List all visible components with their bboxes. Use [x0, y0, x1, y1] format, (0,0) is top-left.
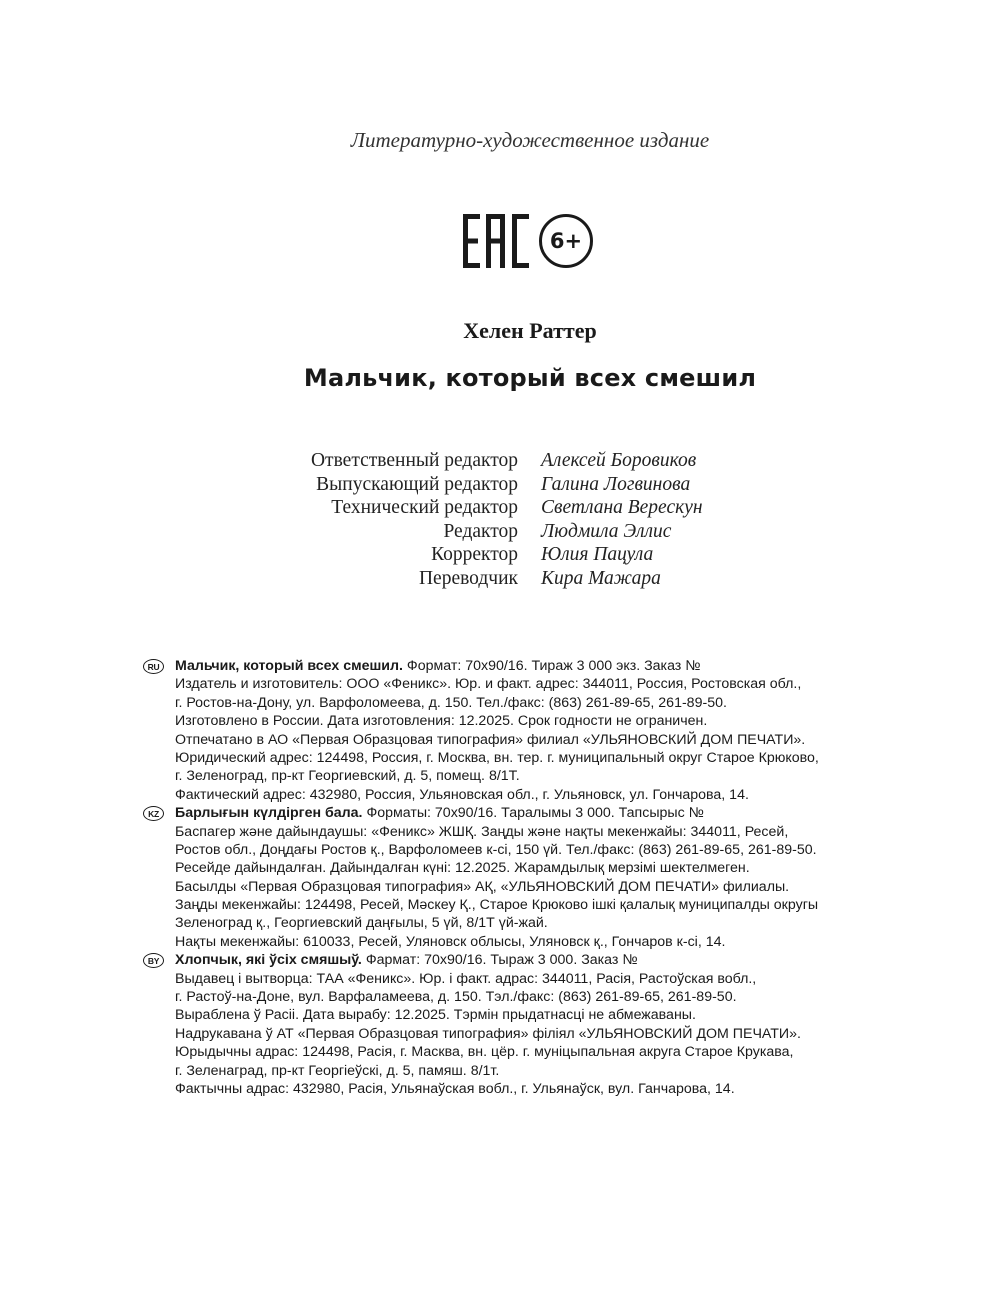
language-badge: BY: [143, 953, 164, 968]
credit-name: Кира Мажара: [541, 567, 661, 589]
imprint-line: Изготовлено в России. Дата изготовления: 12.2025. Срок годности не ограничен.: [175, 713, 708, 730]
imprint-lead-details: Формат: 70х90/16. Тираж 3 000 экз. Заказ №: [402, 658, 701, 674]
credit-name: Светлана Верескун: [541, 497, 703, 518]
imprint-line: Издатель и изготовитель: ООО «Феникс». Юр. и факт. адрес: 344011, Россия, Ростовская обл.,: [175, 676, 802, 693]
imprint-line: г. Ростов-на-Дону, ул. Варфоломеева, д. 150. Тел./факс: (863) 261-89-65, 261-89-50.: [175, 694, 727, 711]
imprint-line: г. Зеленаград, пр-кт Георгіеўскі, д. 5, памяш. 8/1т.: [175, 1062, 500, 1079]
credit-row: [0, 473, 1000, 497]
imprint-line: Заңды мекенжайы: 124498, Ресей, Мәскеу Қ., Старое Крюково ішкі қалалық муниципалды округы: [175, 897, 819, 914]
imprint-line: Басылды «Первая Образцовая типография» АҚ, «УЛЬЯНОВСКИЙ ДОМ ПЕЧАТИ» филиалы.: [175, 878, 790, 895]
credit-name: Людмила Эллис: [541, 520, 672, 542]
imprint-lead-details: Форматы: 70х90/16. Таралымы 3 000. Тапсырыс №: [362, 805, 704, 822]
credit-row: [0, 543, 1000, 567]
age-rating-badge: 6+: [539, 214, 593, 268]
imprint-line: Зеленоград қ., Георгиевский даңғылы, 5 үй, 8/1Т үй-жай.: [175, 915, 548, 932]
genre-label: Литературно-художественное издание: [350, 128, 710, 152]
credit-role: Ответственный редактор: [310, 450, 518, 471]
imprint-line: Выраблена ў Расіі. Дата вырабу: 12.2025. Тэрмін прыдатнасці не абмежаваны.: [175, 1007, 696, 1024]
imprint-line: Нақты мекенжайы: 610033, Ресей, Уляновск облысы, Уляновск қ., Гончаров к-сі, 14.: [175, 933, 726, 950]
credit-name: Галина Логвинова: [541, 473, 691, 495]
imprint-block-by: [143, 951, 903, 1098]
credit-name: Алексей Боровиков: [541, 450, 697, 471]
credit-role: Технический редактор: [331, 497, 518, 518]
imprint-line: Выдавец і вытворца: ТАА «Феникс». Юр. і факт. адрас: 344011, Расія, Растоўская вобл.,: [175, 970, 757, 987]
imprint-block-kz: [143, 804, 903, 951]
credit-role: Переводчик: [418, 567, 518, 589]
credit-name: Юлия Пацула: [541, 544, 654, 565]
credit-row: [0, 449, 1000, 473]
credit-role: Редактор: [443, 520, 518, 542]
imprint-lead-line: [143, 804, 903, 822]
imprint-line: Отпечатано в АО «Первая Образцовая типография» филиал «УЛЬЯНОВСКИЙ ДОМ ПЕЧАТИ».: [175, 731, 806, 748]
certification-marks: [463, 210, 593, 272]
imprint-line: Фактический адрес: 432980, Россия, Ульяновская обл., г. Ульяновск, ул. Гончарова, 14.: [175, 786, 749, 803]
imprint-line: Ростов обл., Доңдағы Ростов қ., Варфоломеев к-сі, 150 үй. Тел./факс: (863) 261-89-65, 261-89-50.: [175, 841, 817, 858]
imprint-lead-details: Фармат: 70х90/16. Тыраж 3 000. Заказ №: [361, 952, 638, 969]
imprint-lead-title: Хлопчык, які ўсіх смяшыў.: [175, 952, 362, 969]
imprint-line: Ресейде дайындалған. Дайындалған күні: 12.2025. Жарамдылық мерзімі шектелмеген.: [175, 860, 750, 877]
language-badge: RU: [143, 659, 164, 674]
imprint-lead-title: Барлығын күлдірген бала.: [175, 805, 363, 822]
eac-mark-icon: [463, 212, 531, 270]
imprint-line: г. Растоў-на-Доне, вул. Варфаламеева, д. 150. Тэл./факс: (863) 261-89-65, 261-89-50.: [175, 989, 737, 1006]
credit-row: [0, 567, 1000, 591]
author-name: Хелен Раттер: [463, 318, 597, 343]
imprint-line: Юридический адрес: 124498, Россия, г. Москва, вн. тер. г. муниципальный округ Старое Крюково,: [175, 749, 819, 766]
credit-role: Выпускающий редактор: [316, 473, 518, 495]
language-badge: KZ: [143, 806, 164, 821]
imprint-section: [143, 657, 903, 1098]
credit-row: [0, 496, 1000, 520]
imprint-block-ru: [143, 657, 903, 804]
imprint-line: Надрукавана ў АТ «Первая Образцовая типография» філіял «УЛЬЯНОВСКИЙ ДОМ ПЕЧАТИ».: [175, 1025, 801, 1042]
imprint-lead-line: [143, 657, 903, 675]
credit-row: [0, 520, 1000, 544]
credit-role: Корректор: [431, 544, 518, 565]
imprint-line: г. Зеленоград, пр-кт Георгиевский, д. 5, помещ. 8/1Т.: [175, 768, 520, 785]
imprint-line: Баспагер және дайындаушы: «Феникс» ЖШҚ. Заңды және нақты мекенжайы: 344011, Ресей,: [175, 823, 789, 840]
book-title: Мальчик, который всех смешил: [303, 364, 757, 392]
imprint-lead-title: Мальчик, который всех смешил.: [175, 658, 403, 674]
imprint-line: Юрыдычны адрас: 124498, Расія, г. Масква, вн. цёр. г. муніцыпальная акруга Старое Крукава,: [175, 1044, 794, 1061]
credits-list: [0, 449, 1000, 590]
imprint-line: Фактычны адрас: 432980, Расія, Ульянаўская вобл., г. Ульянаўск, вул. Ганчарова, 14.: [175, 1080, 735, 1097]
imprint-lead-line: [143, 951, 903, 969]
